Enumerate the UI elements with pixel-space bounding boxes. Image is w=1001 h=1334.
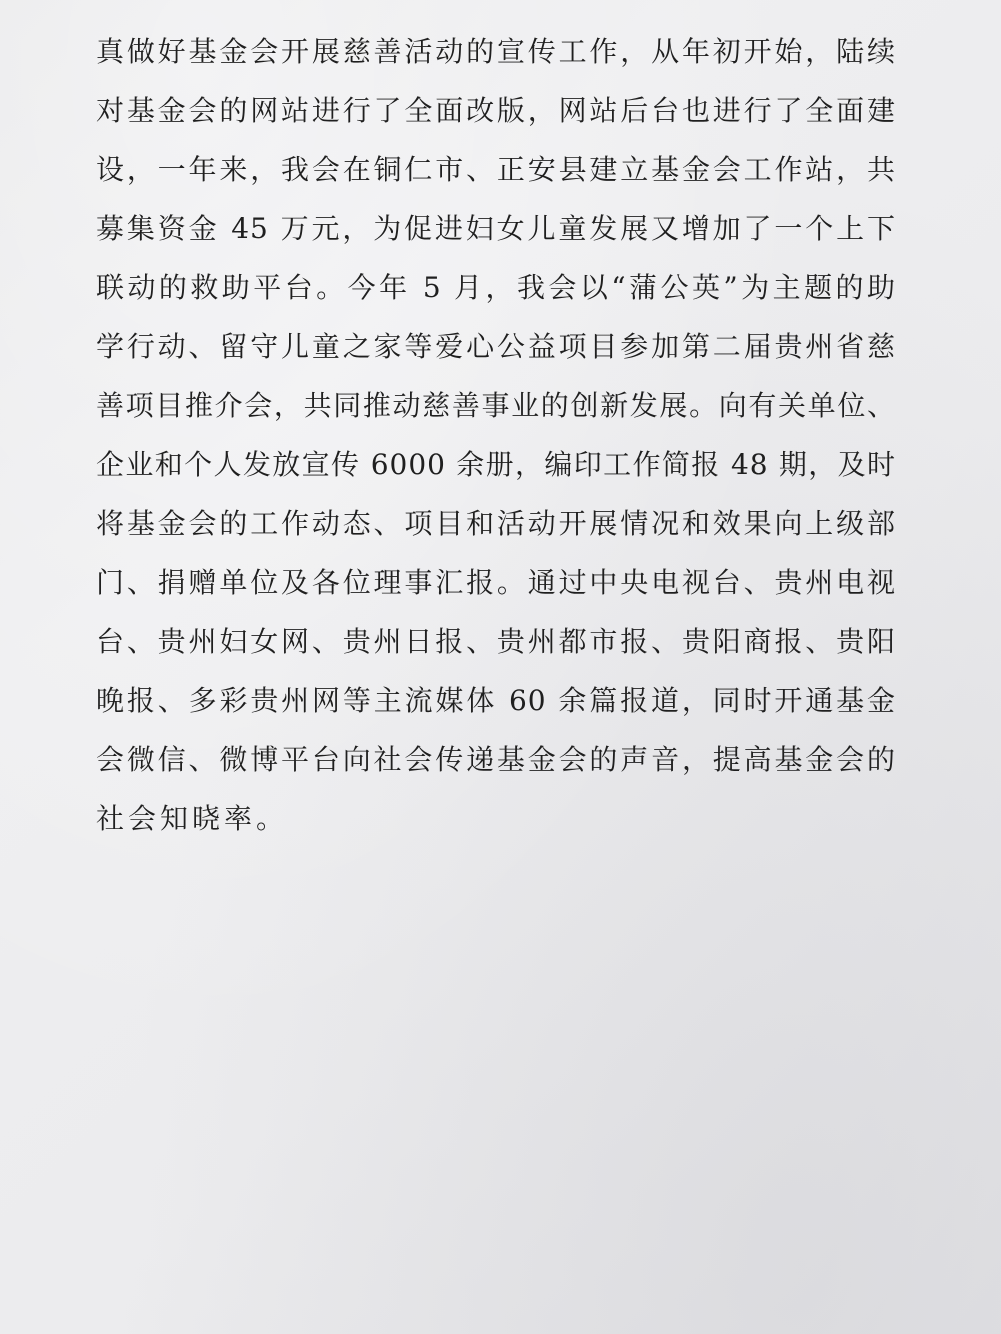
text-line: 台、贵州妇女网、贵州日报、贵州都市报、贵阳商报、贵阳 — [96, 625, 896, 658]
text-line: 晚报、多彩贵州网等主流媒体 60 余篇报道，同时开通基金 — [96, 684, 896, 717]
text-line: 学行动、留守儿童之家等爱心公益项目参加第二届贵州省慈 — [96, 330, 896, 363]
text-line: 将基金会的工作动态、项目和活动开展情况和效果向上级部 — [96, 507, 896, 540]
text-line: 企业和个人发放宣传 6000 余册，编印工作简报 48 期，及时 — [96, 448, 896, 481]
text-line: 真做好基金会开展慈善活动的宣传工作，从年初开始，陆续 — [96, 35, 896, 68]
text-line: 设，一年来，我会在铜仁市、正安县建立基金会工作站，共 — [96, 153, 896, 186]
text-line: 对基金会的网站进行了全面改版，网站后台也进行了全面建 — [96, 94, 896, 127]
text-line: 社会知晓率。 — [96, 802, 289, 835]
text-line: 善项目推介会，共同推动慈善事业的创新发展。向有关单位、 — [96, 389, 896, 422]
body-paragraph — [96, 22, 896, 848]
text-line: 募集资金 45 万元，为促进妇女儿童发展又增加了一个上下 — [96, 212, 896, 245]
text-line: 会微信、微博平台向社会传递基金会的声音，提高基金会的 — [96, 743, 896, 776]
text-line: 联动的救助平台。今年 5 月，我会以“蒲公英”为主题的助 — [96, 271, 896, 304]
text-line: 门、捐赠单位及各位理事汇报。通过中央电视台、贵州电视 — [96, 566, 896, 599]
